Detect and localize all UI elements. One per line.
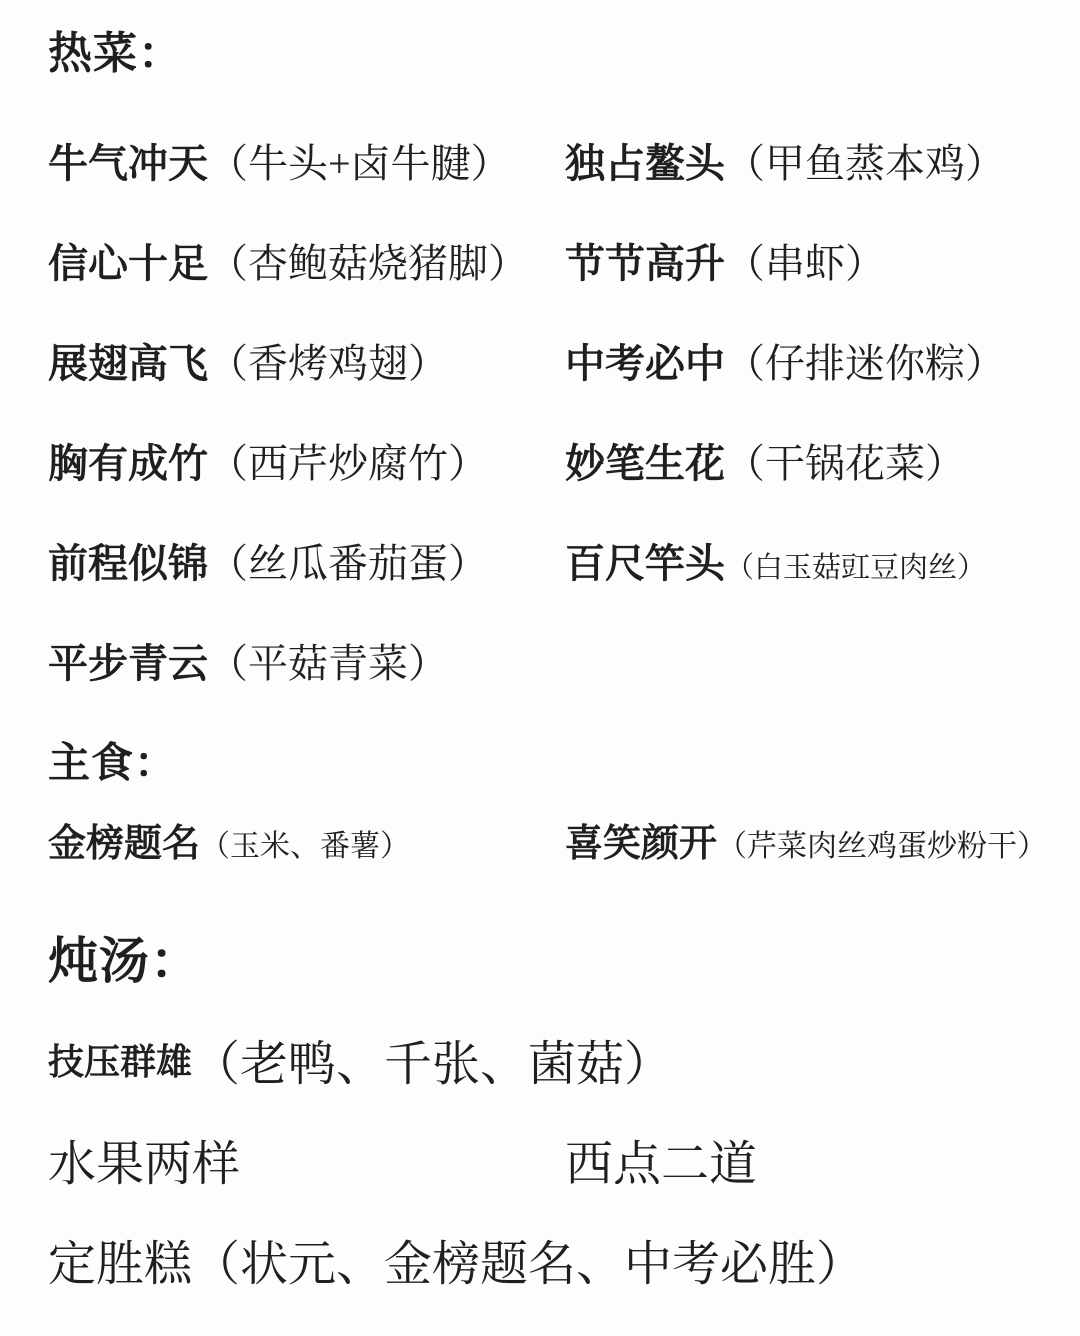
dish-name: 水果两样	[48, 1137, 241, 1191]
section-heading-stewed-soup: 炖汤：	[48, 933, 201, 990]
dish-detail: （玉米、番薯）	[200, 829, 411, 863]
dish-detail: （白玉菇豇豆肉丝）	[725, 552, 987, 585]
dish-cell	[48, 332, 565, 389]
dish-cell	[565, 1125, 1050, 1194]
dish-row	[48, 511, 1050, 611]
dish-detail: （香烤鸡翅）	[208, 341, 448, 387]
dish-cell	[48, 632, 565, 689]
dish-detail: （牛头+卤牛腱）	[208, 141, 511, 187]
dish-name: 节节高升	[565, 241, 725, 287]
dish-cell	[565, 332, 1050, 389]
dish-cell	[48, 812, 565, 867]
dish-cell	[565, 432, 1050, 489]
dish-name: 独占鳌头	[565, 141, 725, 187]
fruit-dessert-row	[48, 1124, 1050, 1194]
section-heading-staple-food: 主食：	[48, 740, 178, 787]
dish-name: 百尺竿头	[565, 541, 725, 587]
dish-name: 喜笑颜开	[565, 822, 718, 865]
dish-detail: （甲鱼蒸本鸡）	[725, 141, 1005, 187]
dish-detail: （老鸭、千张、菌菇）	[192, 1037, 673, 1091]
dish-cell	[565, 132, 1050, 189]
dish-cell	[48, 232, 565, 289]
dish-detail: （串虾）	[725, 241, 885, 287]
dish-row	[48, 611, 1050, 711]
dish-detail: （干锅花菜）	[725, 441, 965, 487]
dish-row	[48, 111, 1050, 211]
dish-name: 中考必中	[565, 341, 725, 387]
section-heading-hot-dishes: 热菜：	[48, 29, 183, 78]
dish-cell	[565, 812, 1050, 867]
dish-detail: （丝瓜番茄蛋）	[208, 541, 488, 587]
soup-dish-row	[48, 1019, 1050, 1099]
dish-row	[48, 311, 1050, 411]
dish-detail: （西芹炒腐竹）	[208, 441, 488, 487]
dish-cell	[48, 132, 565, 189]
dish-name: 信心十足	[48, 241, 208, 287]
hot-dishes-list	[48, 111, 1050, 711]
dish-name: 妙笔生花	[565, 441, 725, 487]
dish-cell	[48, 432, 565, 489]
dish-detail: （状元、金榜题名、中考必胜）	[192, 1237, 865, 1291]
dish-name: 平步青云	[48, 641, 208, 687]
dish-cell	[565, 532, 1050, 589]
dish-name: 金榜题名	[48, 822, 201, 865]
dish-cell	[565, 232, 1050, 289]
dish-name: 牛气冲天	[48, 141, 208, 187]
dish-name: 技压群雄	[48, 1041, 193, 1082]
cake-dish-row	[48, 1219, 1050, 1299]
dish-detail: （平菇青菜）	[208, 641, 448, 687]
dish-row	[48, 411, 1050, 511]
dish-name: 展翅高飞	[48, 341, 208, 387]
dish-detail: （杏鲍菇烧猪脚）	[208, 241, 528, 287]
dish-name: 西点二道	[565, 1137, 758, 1191]
dish-detail: （芹菜肉丝鸡蛋炒粉干）	[717, 829, 1048, 863]
dish-cell	[48, 1125, 565, 1194]
dish-name: 前程似锦	[48, 541, 208, 587]
dish-detail: （仔排迷你粽）	[725, 341, 1005, 387]
dish-row	[48, 211, 1050, 311]
dish-cell	[48, 532, 565, 589]
staple-dish-row	[48, 804, 1050, 874]
dish-name: 胸有成竹	[48, 441, 208, 487]
dish-name: 定胜糕	[48, 1237, 193, 1291]
